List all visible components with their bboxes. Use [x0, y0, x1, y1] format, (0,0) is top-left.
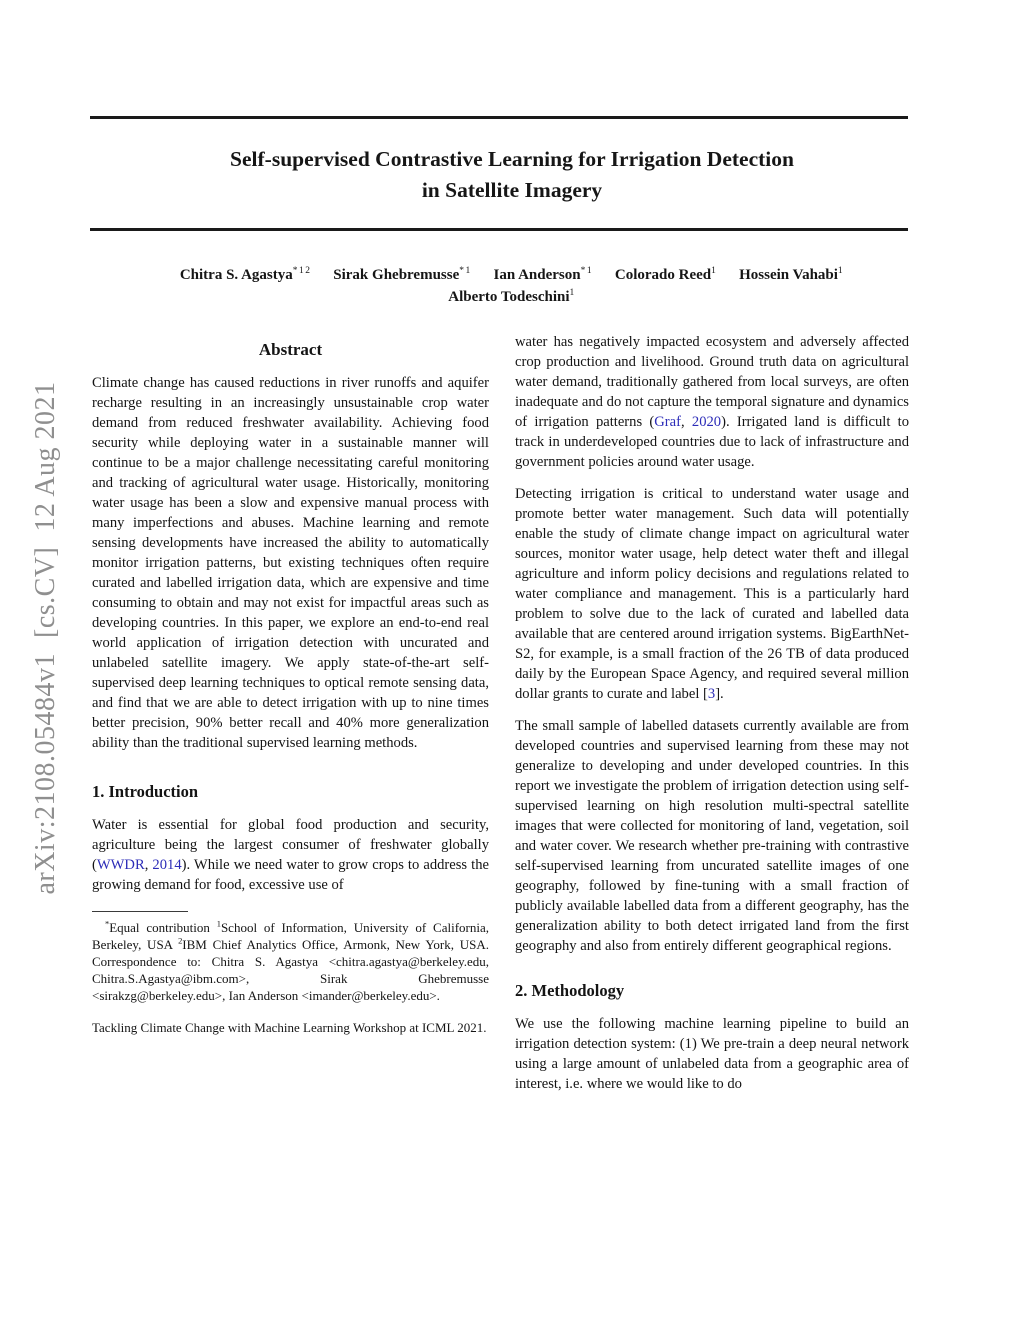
text-run: Equal contribution — [109, 920, 217, 935]
body-paragraph: The small sample of labelled datasets currently available are from developed countries and supervised learning from these may not generalize to developing and under developed countries. In this report we investigate the problem of irrigation detection using self-supervised learning on high resolution multi-spectral satellite images that were collected for monitoring of land, vegetation, soil and water cover. We research whether pre-training with contrastive self-supervised learning from uncurated satellite images of one geography, followed by fine-tuning with a small fraction of publicly available labelled data from a different geography, has the generalization ability to both detect irrigated land from the first geography and also from entirely different geographical regions. — [515, 718, 909, 954]
footnote-rule — [92, 911, 188, 912]
abstract-heading: Abstract — [258, 340, 323, 359]
workshop-note: Tackling Climate Change with Machine Learning Workshop at ICML 2021. — [92, 1020, 487, 1035]
body-paragraph: We use the following machine learning pipeline to build an irrigation detection system: (1) We pre-train a deep neural network using a large amount of unlabeled data from a geographic area of interest, i.e. where we would like to do — [515, 1016, 909, 1092]
text-run: IBM Chief Analytics Office, Armonk, New York, USA. Correspondence to: Chitra S. Agastya <chitra.agastya@berkeley.edu, Chitra.S.Agastya@ibm.com>, Sirak Ghebremusse <sirakzg@berkeley.edu>, Ian Anderson <imander@berkeley.edu>. — [92, 937, 489, 1003]
author — [180, 267, 312, 283]
section-heading-methodology: 2. Methodology — [515, 981, 625, 1000]
section-heading-introduction: 1. Introduction — [92, 782, 199, 801]
author-name: Chitra S. Agastya — [179, 267, 293, 283]
author-affiliation-marker: 1 — [569, 288, 576, 298]
title-rule-top — [90, 116, 908, 119]
abstract-text: Climate change has caused reductions in river runoffs and aquifer recharge resulting in an increasingly unsustainable crop water demand from reduced freshwater availability. Achieving food security while deploying water in a sustainable manner will continue to be a major challenge necessitating careful monitoring and tracking of agricultural water usage. Historically, monitoring water usage has been a slow and expensive manual process with many imperfections and abuses. Machine learning and remote sensing developments have increased the ability to automatically monitor irrigation patterns, but existing techniques often require curated and labelled irrigation data, which are expensive and time consuming to obtain and may not exist for impactful areas such as developing countries. In this paper, we explore an end-to-end real world application of irrigation detection with uncurated and unlabeled satellite imagery. We apply state-of-the-art self-supervised deep learning techniques to optical remote sensing data, and find that we are able to detect irrigation with up to nine times better precision, 90% better recall and 40% more generalization ability than the traditional supervised learning methods. — [92, 375, 489, 751]
text-run: , — [681, 414, 692, 430]
superscript-marker: 2 — [178, 935, 183, 946]
author-name: Hossein Vahabi — [739, 267, 838, 283]
body-paragraph — [515, 332, 909, 472]
body-paragraph — [515, 484, 909, 704]
paper-title — [0, 144, 1024, 206]
citation-link[interactable]: Graf — [654, 414, 681, 430]
author-affiliation-marker: *1 — [459, 266, 472, 276]
left-column — [92, 332, 489, 1036]
footnote-block — [92, 911, 489, 1036]
author-affiliation-marker: *12 — [292, 266, 312, 276]
author — [448, 289, 576, 305]
superscript-marker: * — [105, 918, 110, 929]
introduction-paragraph — [92, 815, 489, 895]
author — [494, 267, 594, 283]
author — [739, 267, 844, 283]
author-affiliation-marker: *1 — [580, 266, 594, 276]
text-run: ]. — [715, 686, 724, 702]
arxiv-watermark: arXiv:2108.05484v1 [cs.CV] 12 Aug 2021 — [30, 381, 61, 895]
author-line-1 — [0, 264, 1024, 286]
author-name: Sirak Ghebremusse — [333, 267, 460, 283]
text-run: ). Irrigated land is difficult to track in underdeveloped countries due to lack of infrastructure and government policies around water usage. — [515, 414, 909, 470]
text-run: Detecting irrigation is critical to understand water usage and promote better water management. Such data will potentially enable the study of climate change impact on agricultural water sources, monitor water usage, help detect water theft and illegal agriculture and inform policy decisions and regulations related to water compliance and management. This is a particularly hard problem to solve due to the lack of curated and labelled data available that are centered around irrigation systems. BigEarthNet-S2, for example, is a small fraction of the 26 TB of data produced daily by the European Space Agency, and required several million dollar grants to curate and label [ — [515, 486, 909, 702]
author-affiliation-marker: 1 — [711, 266, 718, 276]
text-run: , — [144, 857, 153, 873]
citation-link[interactable]: 2020 — [691, 414, 722, 430]
citation-link[interactable]: 2014 — [152, 857, 182, 873]
text-run: ). While we need water to grow crops to address the growing demand for food, excessive use of — [92, 857, 490, 893]
citation-link[interactable]: 3 — [707, 686, 716, 702]
text-run: water has negatively impacted ecosystem and adversely affected crop production and livelihood. Ground truth data on agricultural water demand, traditionally gathered from local surveys, are often inadequate and do not capture the temporal signature and dynamics of irrigation patterns ( — [515, 334, 909, 430]
author-block — [0, 264, 1024, 308]
author-name: Ian Anderson — [493, 267, 581, 283]
footnote-text — [92, 919, 489, 1004]
right-column — [515, 332, 909, 1094]
author — [333, 267, 471, 283]
title-rule-bottom — [90, 228, 908, 231]
text-run: Water is essential for global food production and security, agriculture being the largest consumer of freshwater globally ( — [92, 817, 489, 873]
text-run: School of Information, University of California, Berkeley, USA — [92, 920, 489, 952]
author-line-2 — [0, 286, 1024, 308]
citation-link[interactable]: WWDR — [96, 857, 145, 873]
author-affiliation-marker: 1 — [837, 266, 845, 276]
superscript-marker: 1 — [216, 918, 221, 929]
author — [615, 267, 718, 283]
paper-title-line1: Self-supervised Contrastive Learning for Irrigation Detection — [230, 147, 794, 171]
paper-title-line2: in Satellite Imagery — [421, 178, 603, 202]
author-name: Colorado Reed — [614, 267, 712, 283]
author-name: Alberto Todeschini — [448, 289, 570, 305]
